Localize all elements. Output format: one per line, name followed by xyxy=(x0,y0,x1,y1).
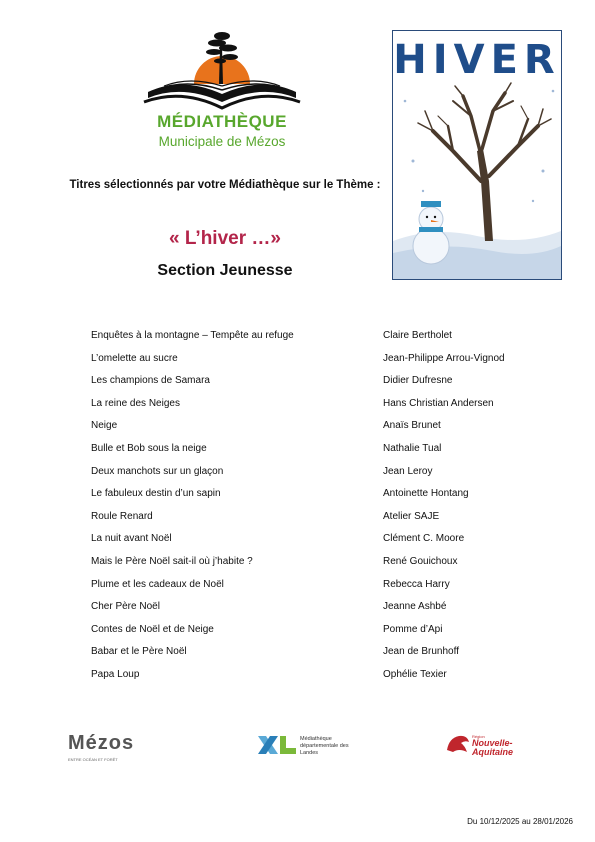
book-author: Atelier SAJE xyxy=(383,510,440,522)
region-name-line1: Nouvelle- xyxy=(472,738,513,748)
book-list xyxy=(91,326,531,688)
list-item xyxy=(91,462,531,485)
list-item xyxy=(91,642,531,665)
book-author: Antoinette Hontang xyxy=(383,488,469,500)
book-author: Jean-Philippe Arrou-Vignod xyxy=(383,352,505,364)
book-author: Ophélie Texier xyxy=(383,668,447,680)
list-item xyxy=(91,439,531,462)
logo-subtitle: Municipale de Mézos xyxy=(158,134,286,149)
list-item xyxy=(91,484,531,507)
book-title: Le fabuleux destin d’un sapin xyxy=(91,488,221,500)
list-item xyxy=(91,371,531,394)
book-title: Babar et le Père Noël xyxy=(91,646,187,658)
book-author: Nathalie Tual xyxy=(383,442,442,454)
logo-title: MÉDIATHÈQUE xyxy=(157,112,287,131)
theme-title: « L’hiver …» xyxy=(169,228,281,249)
book-author: Anaïs Brunet xyxy=(383,420,441,432)
book-title: L’omelette au sucre xyxy=(91,352,178,364)
book-title: Roule Renard xyxy=(91,510,153,522)
book-author: Hans Christian Andersen xyxy=(383,397,494,409)
list-item xyxy=(91,349,531,372)
list-item xyxy=(91,507,531,530)
book-title: Contes de Noël et de Neige xyxy=(91,623,214,635)
book-title: Enquêtes à la montagne – Tempête au refuge xyxy=(91,330,294,341)
xl-logo-text: Médiathèque départementale des Landes xyxy=(300,736,349,756)
book-author: René Gouichoux xyxy=(383,555,458,567)
region-name-line2: Aquitaine xyxy=(472,747,514,757)
partner-logos xyxy=(0,726,595,766)
mediatheque-logo xyxy=(142,26,302,156)
book-title: Cher Père Noël xyxy=(91,601,160,613)
intro-text: Titres sélectionnés par votre Médiathèque sur le Thème : xyxy=(69,179,381,191)
lion-icon xyxy=(445,732,471,754)
list-item xyxy=(91,575,531,598)
book-title: Plume et les cadeaux de Noël xyxy=(91,578,224,590)
list-item xyxy=(91,552,531,575)
list-item xyxy=(91,529,531,552)
xl-landes-logo-icon xyxy=(258,734,298,756)
date-range: Du 10/12/2025 au 28/01/2026 xyxy=(467,817,573,826)
book-title: La reine des Neiges xyxy=(91,397,180,409)
book-title: Neige xyxy=(91,420,118,432)
winter-tree-illustration xyxy=(393,31,561,279)
section-title: Section Jeunesse xyxy=(157,262,293,279)
book-author: Clément C. Moore xyxy=(383,533,465,545)
book-author: Jean Leroy xyxy=(383,465,433,477)
list-item xyxy=(91,326,531,349)
region-label: Région xyxy=(472,734,485,739)
book-title: Papa Loup xyxy=(91,668,140,680)
poster-title: HIVER xyxy=(393,37,561,83)
book-title: Bulle et Bob sous la neige xyxy=(91,442,207,454)
mezos-tagline: ENTRE OCÉAN ET FORÊT xyxy=(68,757,118,762)
book-title: Les champions de Samara xyxy=(91,375,210,387)
hiver-poster-image xyxy=(392,30,562,280)
book-title: La nuit avant Noël xyxy=(91,533,172,545)
book-title: Deux manchots sur un glaçon xyxy=(91,465,224,477)
list-item xyxy=(91,394,531,417)
book-author: Jeanne Ashbé xyxy=(383,601,447,613)
list-item xyxy=(91,620,531,643)
book-title: Mais le Père Noël sait-il où j’habite ? xyxy=(91,555,253,567)
book-author: Didier Dufresne xyxy=(383,375,453,387)
list-item xyxy=(91,416,531,439)
book-author: Claire Bertholet xyxy=(383,330,452,341)
mezos-logo: Mézos xyxy=(68,732,135,754)
list-item xyxy=(91,597,531,620)
book-author: Rebecca Harry xyxy=(383,578,450,590)
book-author: Jean de Brunhoff xyxy=(383,646,459,658)
tree-book-icon xyxy=(142,26,302,116)
region-name xyxy=(472,739,513,757)
list-item xyxy=(91,665,531,688)
book-author: Pomme d’Api xyxy=(383,623,443,635)
